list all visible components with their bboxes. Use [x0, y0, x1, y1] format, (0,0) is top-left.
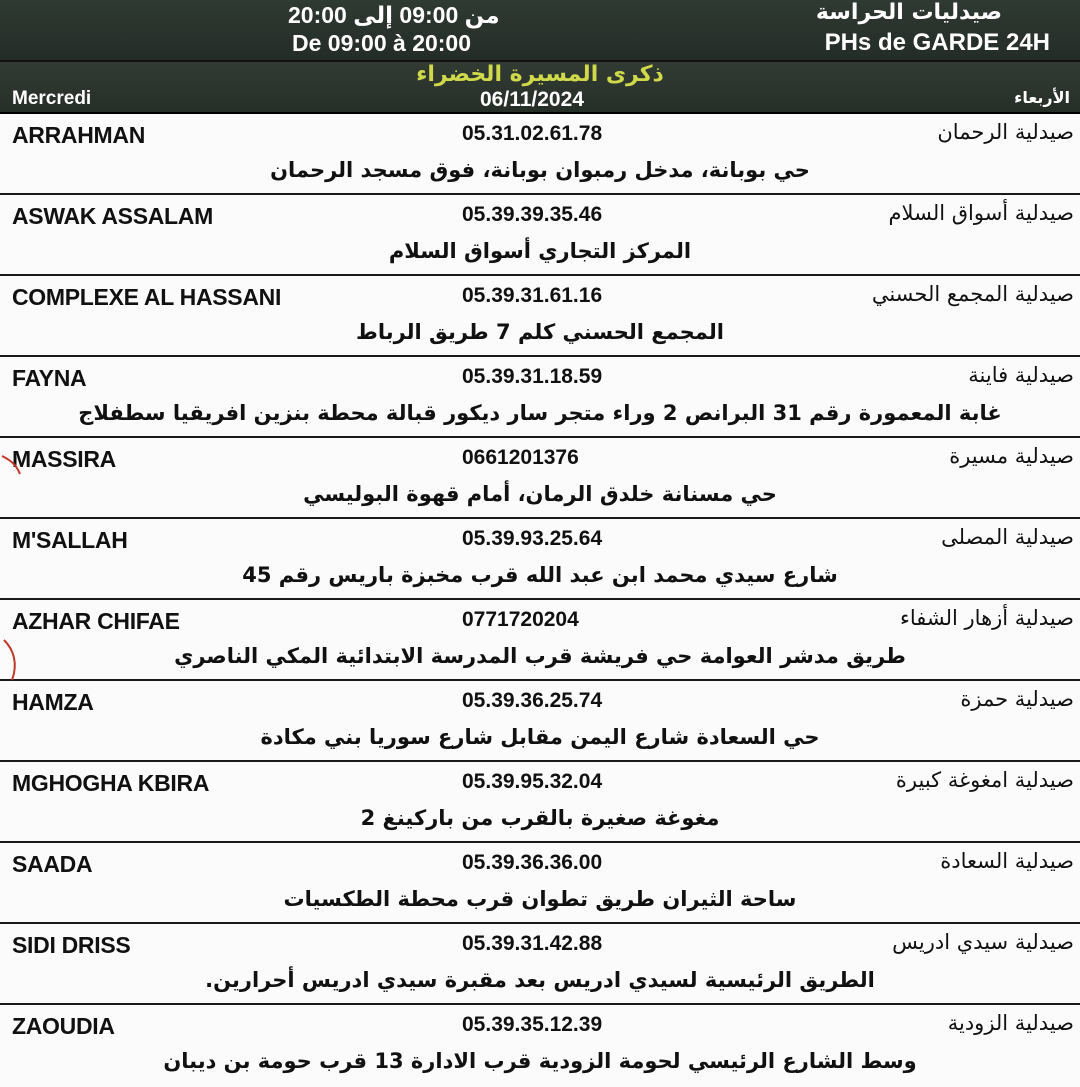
- pharmacy-phone: 05.39.95.32.04: [462, 770, 603, 793]
- pharmacy-address: ساحة الثيران طريق تطوان قرب محطة الطكسيات: [283, 887, 797, 911]
- pharmacy-name-arabic: صيدلية أسواق السلام: [888, 201, 1074, 225]
- pharmacy-name-french: HAMZA: [12, 689, 94, 715]
- pharmacy-row: [0, 924, 1080, 1005]
- pharmacy-name-arabic: صيدلية حمزة: [960, 687, 1074, 711]
- pharmacy-address: المجمع الحسني كلم 7 طريق الرباط: [356, 320, 724, 344]
- pharmacy-list: [0, 114, 1080, 1086]
- pharmacy-phone: 05.39.31.61.16: [462, 284, 603, 307]
- pharmacy-phone: 05.39.35.12.39: [462, 1013, 603, 1036]
- pharmacy-name-arabic: صيدلية مسيرة: [949, 444, 1074, 468]
- pharmacy-phone: 05.39.39.35.46: [462, 203, 603, 226]
- pharmacy-row: [0, 762, 1080, 843]
- pharmacy-phone: 05.31.02.61.78: [462, 122, 603, 145]
- pharmacy-row: [0, 276, 1080, 357]
- pharmacy-address: طريق مدشر العوامة حي فريشة قرب المدرسة الابتدائية المكي الناصري: [174, 644, 906, 668]
- pharmacy-name-french: ZAOUDIA: [12, 1013, 115, 1039]
- sheet-header: [0, 0, 1080, 62]
- pharmacy-phone: 05.39.93.25.64: [462, 527, 603, 550]
- pharmacy-name-arabic: صيدلية أزهار الشفاء: [900, 606, 1074, 630]
- opening-hours-french: De 09:00 à 20:00: [292, 30, 472, 56]
- pharmacy-row: [0, 1005, 1080, 1086]
- pharmacy-name-arabic: صيدلية المصلى: [941, 525, 1074, 549]
- pharmacy-address: مغوغة صغيرة بالقرب من باركينغ 2: [360, 806, 720, 830]
- pharmacy-name-arabic: صيدلية امغوغة كبيرة: [895, 768, 1074, 792]
- pharmacy-name-french: M'SALLAH: [12, 527, 128, 553]
- pharmacy-address: حي السعادة شارع اليمن مقابل شارع سوريا بني مكادة: [260, 725, 820, 749]
- pharmacy-name-french: SIDI DRISS: [12, 932, 131, 958]
- pharmacy-name-french: ASWAK ASSALAM: [12, 203, 213, 229]
- pharmacy-address: حي مسنانة خلدق الرمان، أمام قهوة البوليسي: [303, 482, 777, 506]
- pharmacy-address: وسط الشارع الرئيسي لحومة الزودية قرب الادارة 13 قرب حومة بن ديبان: [163, 1049, 917, 1073]
- pharmacy-row: [0, 357, 1080, 438]
- pharmacy-name-arabic: صيدلية الرحمان: [937, 120, 1074, 144]
- pharmacy-name-french: AZHAR CHIFAE: [12, 608, 180, 634]
- pharmacy-name-french: ARRAHMAN: [12, 122, 146, 148]
- pharmacy-address: الطريق الرئيسية لسيدي ادريس بعد مقبرة سيدي ادريس أحرارين.: [205, 968, 875, 992]
- date-banner: [0, 62, 1080, 114]
- pharmacy-name-french: MGHOGHA KBIRA: [12, 770, 210, 796]
- sheet-title-arabic: صيدليات الحراسة: [815, 0, 1002, 25]
- pharmacy-address: حي بوبانة، مدخل رمبوان بوبانة، فوق مسجد الرحمان: [270, 158, 810, 182]
- pharmacy-row: [0, 843, 1080, 924]
- occasion-title: ذكرى المسيرة الخضراء: [416, 62, 664, 87]
- weekday-arabic: الأربعاء: [1014, 88, 1070, 107]
- pharmacy-row: [0, 438, 1080, 519]
- pharmacy-address: المركز التجاري أسواق السلام: [388, 239, 692, 263]
- pharmacy-address: غابة المعمورة رقم 31 البرانص 2 وراء متجر سار ديكور قبالة محطة بنزين افريقيا سطفلاج: [78, 401, 1002, 425]
- pharmacy-name-arabic: صيدلية فاينة: [968, 363, 1074, 387]
- duty-date: 06/11/2024: [480, 88, 584, 111]
- pharmacy-phone: 05.39.31.42.88: [462, 932, 603, 955]
- sheet-title-french: PHs de GARDE 24H: [824, 29, 1050, 56]
- pharmacy-phone: 0661201376: [462, 446, 579, 469]
- opening-hours-arabic: من 09:00 إلى 20:00: [288, 2, 500, 28]
- pharmacy-row: [0, 114, 1080, 195]
- pharmacy-name-arabic: صيدلية السعادة: [940, 849, 1074, 873]
- pharmacy-row: [0, 600, 1080, 681]
- pharmacy-name-french: SAADA: [12, 851, 93, 877]
- pharmacy-row: [0, 681, 1080, 762]
- pharmacy-name-french: FAYNA: [12, 365, 87, 391]
- pharmacy-name-french: COMPLEXE AL HASSANI: [12, 284, 282, 310]
- weekday-french: Mercredi: [12, 88, 92, 109]
- pharmacy-phone: 05.39.31.18.59: [462, 365, 603, 388]
- pharmacy-phone: 0771720204: [462, 608, 579, 631]
- pharmacy-row: [0, 195, 1080, 276]
- pharmacy-row: [0, 519, 1080, 600]
- pharmacy-name-french: MASSIRA: [12, 446, 116, 472]
- pharmacy-name-arabic: صيدلية سيدي ادريس: [892, 930, 1074, 954]
- pharmacy-phone: 05.39.36.36.00: [462, 851, 603, 874]
- pharmacy-address: شارع سيدي محمد ابن عبد الله قرب مخبزة باريس رقم 45: [242, 563, 838, 587]
- pharmacy-name-arabic: صيدلية المجمع الحسني: [871, 282, 1074, 306]
- pharmacy-phone: 05.39.36.25.74: [462, 689, 603, 712]
- pharmacy-name-arabic: صيدلية الزودية: [947, 1011, 1074, 1035]
